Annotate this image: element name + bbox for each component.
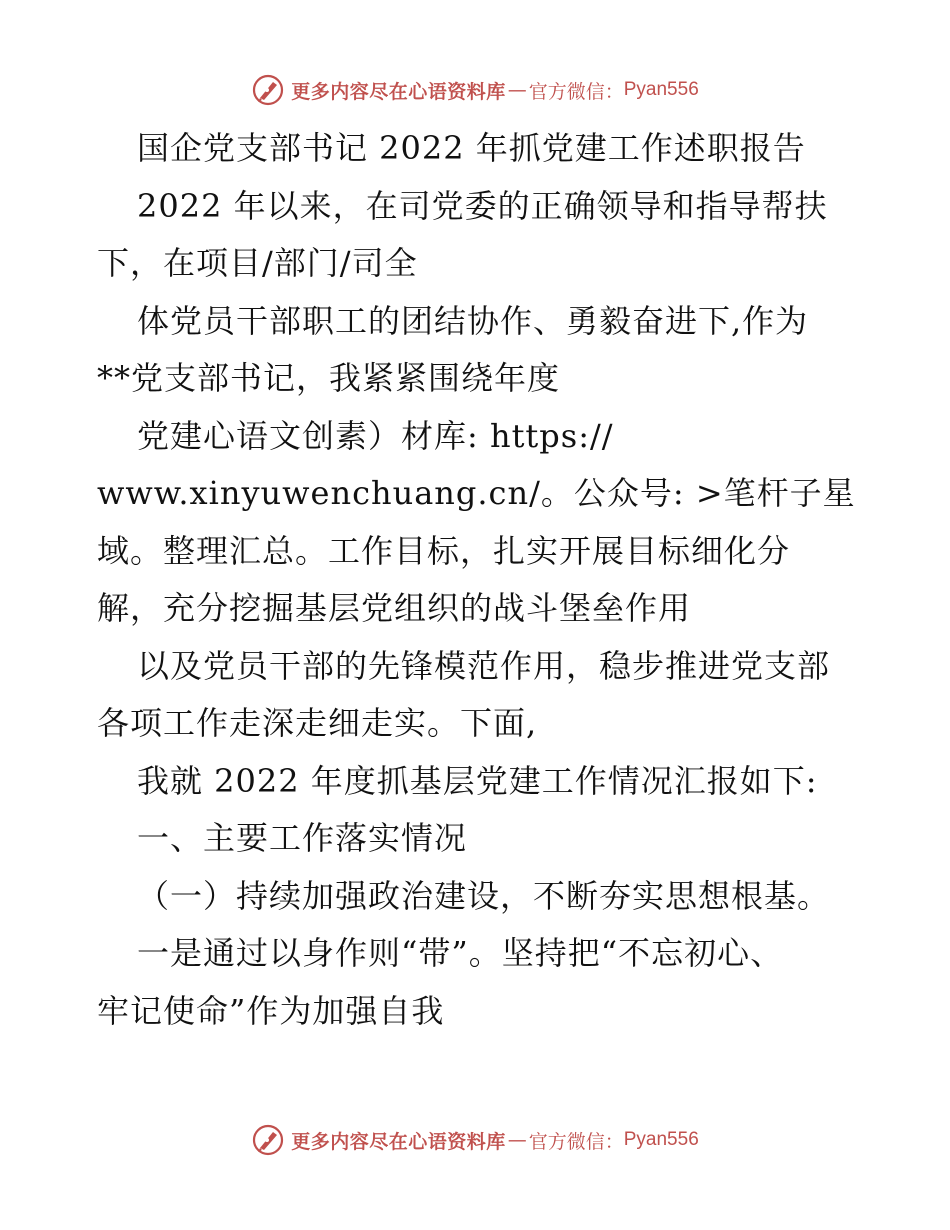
- text-line: 2022 年以来，在司党委的正确领导和指导帮扶: [137, 186, 828, 225]
- text-line: 党建心语文创素）材库: https://: [137, 416, 614, 455]
- banner-brand: 更多内容尽在心语资料库: [291, 1130, 506, 1153]
- document-body: [97, 120, 877, 1040]
- quill-pen-logo-icon: [251, 1123, 285, 1157]
- banner-dash: —: [507, 79, 527, 101]
- banner-brand: 更多内容尽在心语资料库: [291, 80, 506, 103]
- text-line: 各项工作走深走细走实。下面,: [97, 704, 538, 742]
- banner-account: Pyan556: [623, 79, 699, 100]
- banner-wechat-label: 官方微信：: [528, 1130, 624, 1153]
- text-line: 我就 2022 年度抓基层党建工作情况汇报如下:: [137, 761, 818, 800]
- text-line: 以及党员干部的先锋模范作用，稳步推进党支部: [137, 646, 831, 685]
- text-line: 域。整理汇总。工作目标，扎实开展目标细化分: [97, 531, 791, 570]
- text-line: **党支部书记，我紧紧围绕年度: [97, 359, 561, 397]
- header-banner: [0, 70, 950, 110]
- text-line: 下，在项目/部门/司全: [97, 244, 418, 282]
- text-line: 解，充分挖掘基层党组织的战斗堡垒作用: [97, 589, 692, 627]
- text-line: 体党员干部职工的团结协作、勇毅奋进下,作为: [137, 301, 809, 340]
- quill-pen-logo-icon: [251, 73, 285, 107]
- text-line: www.xinyuwenchuang.cn/。公众号: >笔杆子星: [97, 474, 856, 512]
- document-title: 国企党支部书记 2022 年抓党建工作述职报告: [137, 129, 806, 167]
- subsection-heading: （一）持续加强政治建设，不断夯实思想根基。: [137, 876, 831, 915]
- banner-account: Pyan556: [623, 1129, 699, 1150]
- text-line: 牢记使命”作为加强自我: [97, 991, 445, 1030]
- banner-wechat-label: 官方微信：: [528, 80, 624, 103]
- footer-banner: [0, 1120, 950, 1160]
- banner-dash: —: [507, 1129, 527, 1151]
- section-heading: 一、主要工作落实情况: [137, 819, 468, 857]
- text-line: 一是通过以身作则“带”。坚持把“不忘初心、: [137, 934, 784, 972]
